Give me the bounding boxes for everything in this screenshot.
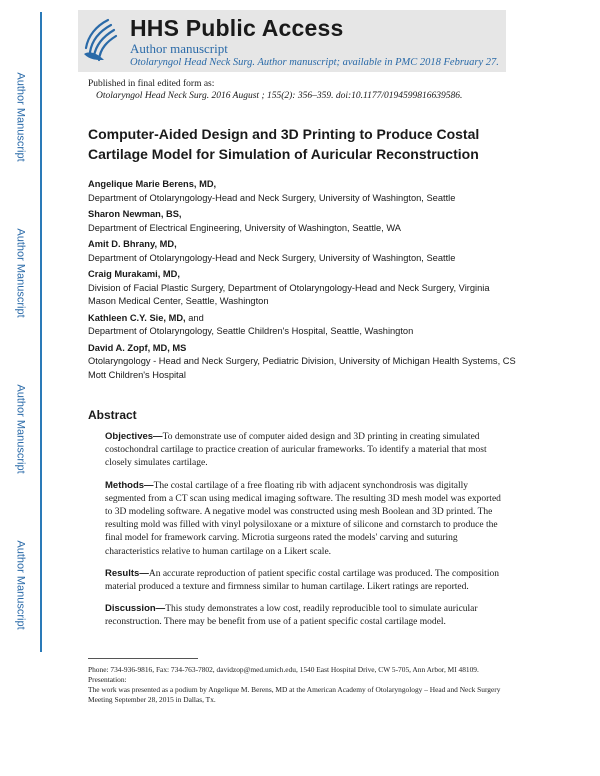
- author-affiliation: Division of Facial Plastic Surgery, Department of Otolaryngology-Head and Neck Surgery, Virginia Mason Medical Center, Seattle, Washington: [88, 282, 490, 306]
- author-name: Sharon Newman, BS,: [88, 209, 182, 219]
- contact-info: Phone: 734-936-9816, Fax: 734-763-7802, davidzop@med.umich.edu, 1540 East Hospital Drive, CW 5-705, Ann Arbor, MI 48109.: [88, 665, 479, 674]
- publication-info: [88, 78, 462, 102]
- footnotes: [88, 665, 508, 705]
- author-entry: [88, 312, 518, 339]
- abstract-heading: Abstract: [88, 408, 137, 422]
- hhs-public-access-title: HHS Public Access: [130, 15, 344, 41]
- side-label-author-manuscript: Author Manuscript: [15, 228, 28, 318]
- author-name: Amit D. Bhrany, MD,: [88, 239, 177, 249]
- presentation-label: Presentation:: [88, 675, 127, 684]
- hhs-eagle-logo-icon: [78, 14, 120, 66]
- published-label: Published in final edited form as:: [88, 79, 215, 89]
- author-affiliation: Department of Otolaryngology-Head and Neck Surgery, University of Washington, Seattle: [88, 252, 456, 263]
- author-name: Angelique Marie Berens, MD,: [88, 179, 217, 189]
- author-affiliation: Department of Electrical Engineering, University of Washington, Seattle, WA: [88, 222, 401, 233]
- section-label: Results—: [105, 567, 149, 579]
- journal-availability: Otolaryngol Head Neck Surg. Author manuscript; available in PMC 2018 February 27.: [130, 57, 499, 68]
- author-affiliation: Otolaryngology - Head and Neck Surgery, Pediatric Division, University of Michigan Health Systems, CS Mott Children's Hospital: [88, 356, 516, 380]
- sidebar-divider: [40, 12, 42, 652]
- section-label: Discussion—: [105, 603, 166, 615]
- author-entry: [88, 208, 518, 235]
- author-conjunction: and: [185, 312, 204, 323]
- presentation-note: The work was presented as a podium by Angelique M. Berens, MD at the American Academy of Otolaryngology – Head and Neck Surgery Meeting September 28, 2015 in Dallas, Tx.: [88, 685, 501, 704]
- abstract-results: [105, 567, 505, 594]
- side-label-author-manuscript: Author Manuscript: [15, 72, 28, 162]
- citation: Otolaryngol Head Neck Surg. 2016 August ; 155(2): 356–359. doi:10.1177/0194599816639586.: [96, 91, 463, 101]
- author-entry: [88, 238, 518, 265]
- abstract-body: [105, 430, 505, 638]
- section-text: This study demonstrates a low cost, readily reproducible tool to simulate auricular reconstruction. There may be benefit from use of a patient specific costal cartilage model.: [105, 604, 478, 628]
- author-entry: [88, 178, 518, 205]
- section-label: Objectives—: [105, 431, 163, 442]
- side-label-author-manuscript: Author Manuscript: [15, 540, 28, 630]
- abstract-objectives: [105, 430, 505, 471]
- section-text: An accurate reproduction of patient specific costal cartilage was produced. The composition material produced a texture and firmness similar to human cartilage. Likert ratings are reported.: [105, 568, 499, 593]
- article-title: Computer-Aided Design and 3D Printing to Produce Costal Cartilage Model for Simulation of Auricular Reconstruction: [88, 126, 480, 162]
- author-entry: [88, 268, 518, 309]
- author-name: Craig Murakami, MD,: [88, 269, 180, 279]
- author-affiliation: Department of Otolaryngology, Seattle Children's Hospital, Seattle, Washington: [88, 326, 414, 336]
- section-text: To demonstrate use of computer aided design and 3D printing in creating simulated costochondral cartilage to practice creation of auricular frameworks. To identify a material that most closely simulates cartilage.: [105, 432, 487, 469]
- author-name: David A. Zopf, MD, MS: [88, 342, 187, 353]
- author-name: Kathleen C.Y. Sie, MD,: [88, 312, 186, 323]
- author-list: [88, 178, 518, 385]
- abstract-methods: [105, 479, 505, 559]
- section-label: Methods—: [105, 479, 154, 491]
- author-manuscript-subtitle: Author manuscript: [130, 41, 228, 56]
- side-label-author-manuscript: Author Manuscript: [15, 384, 28, 474]
- author-entry: [88, 342, 518, 383]
- footnote-divider: [88, 658, 198, 659]
- author-affiliation: Department of Otolaryngology-Head and Neck Surgery, University of Washington, Seattle: [88, 192, 456, 203]
- abstract-discussion: [105, 602, 505, 629]
- section-text: The costal cartilage of a free floating rib with adjacent synchondrosis was digitally segmented from a CT scan using medical imaging software. The resulting 3D mesh model was exported to 3D modeling software. A negative model was constructed using mesh Boolean and 3D printed. The resulting mold was filled with vinyl polysiloxane or a mixture of silicone and cornstarch to produce the final model for framework carving. Microtia surgeons rated the models' carving and suturing characteristics relative to human cartilage on a Likert scale.: [105, 480, 501, 557]
